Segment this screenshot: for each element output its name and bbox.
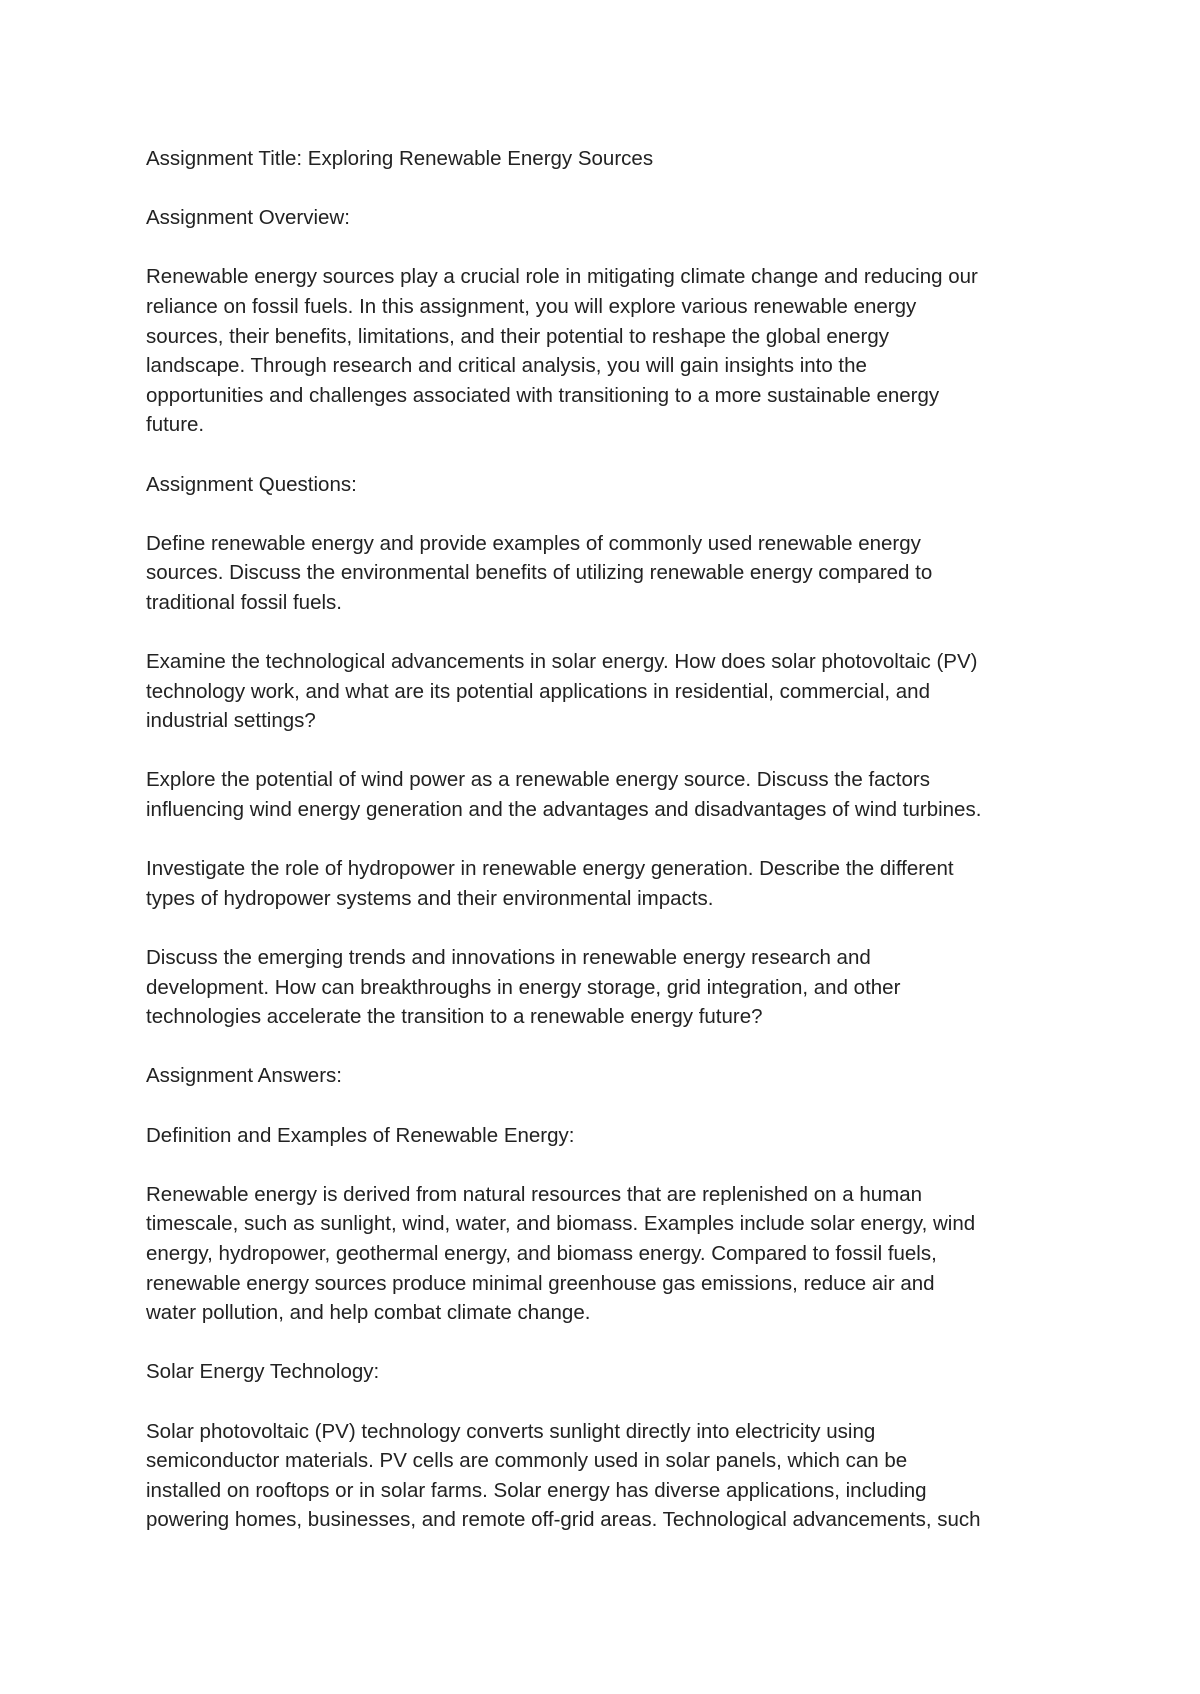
assignment-title: Assignment Title: Exploring Renewable Energy Sources <box>146 147 654 170</box>
document-body <box>146 144 1066 1535</box>
answers-heading: Assignment Answers: <box>146 1064 342 1088</box>
answer-heading: Definition and Examples of Renewable Energy: <box>146 1123 575 1147</box>
questions-heading: Assignment Questions: <box>146 472 357 496</box>
question-paragraph: Define renewable energy and provide examples of commonly used renewable energy sources. Discuss the environmental benefits of utilizing renewable energy compared to traditional fossil fuels. <box>146 531 933 614</box>
question-paragraph: Investigate the role of hydropower in renewable energy generation. Describe the different types of hydropower systems and their environmental impacts. <box>146 857 954 910</box>
question-paragraph: Explore the potential of wind power as a renewable energy source. Discuss the factors influencing wind energy generation and the advantages and disadvantages of wind turbines. <box>146 768 982 822</box>
answer-paragraph: Renewable energy is derived from natural resources that are replenished on a human timescale, such as sunlight, wind, water, and biomass. Examples include solar energy, wind energy, hydropower, geothermal energy, and biomass energy. Compared to fossil fuels, renewable energy sources produce minimal greenhouse gas emissions, reduce air and water pollution, and help combat climate change. <box>146 1182 976 1325</box>
question-paragraph: Examine the technological advancements in solar energy. How does solar photovoltaic (PV) technology work, and what are its potential applications in residential, commercial, and industrial settings? <box>146 650 978 733</box>
answer-paragraph: Solar photovoltaic (PV) technology converts sunlight directly into electricity using semiconductor materials. PV cells are commonly used in solar panels, which can be installed on rooftops or in solar farms. Solar energy has diverse applications, including powering homes, businesses, and remote off-grid areas. Technological advancements, such <box>146 1419 981 1532</box>
overview-heading: Assignment Overview: <box>146 206 350 230</box>
question-paragraph: Discuss the emerging trends and innovations in renewable energy research and development. How can breakthroughs in energy storage, grid integration, and other technologies accelerate the transition to a renewable energy future? <box>146 946 901 1029</box>
answer-heading: Solar Energy Technology: <box>146 1360 380 1384</box>
overview-paragraph: Renewable energy sources play a crucial role in mitigating climate change and reducing our reliance on fossil fuels. In this assignment, you will explore various renewable energy sources, their benefits, limitations, and their potential to reshape the global energy landscape. Through research and critical analysis, you will gain insights into the opportunities and challenges associated with transitioning to a more sustainable energy future. <box>146 265 978 437</box>
